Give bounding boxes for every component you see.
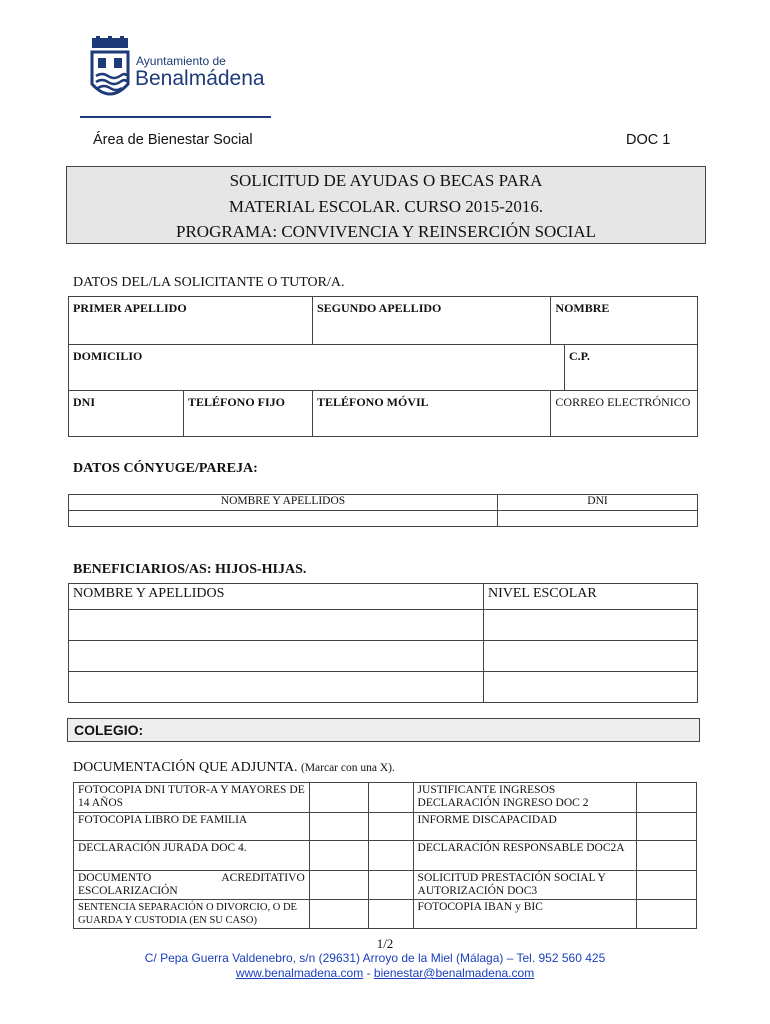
doc-label: DOC 1 bbox=[626, 132, 671, 148]
footer-links bbox=[0, 966, 770, 980]
documents-heading bbox=[73, 760, 395, 776]
beneficiary-name-input[interactable] bbox=[69, 610, 484, 641]
doc-item-right bbox=[413, 871, 637, 900]
page-number: 1/2 bbox=[376, 936, 394, 951]
title-line2: MATERIAL ESCOLAR. CURSO 2015-2016. bbox=[228, 196, 544, 216]
spouse-name-header bbox=[69, 495, 498, 511]
doc-checkbox[interactable] bbox=[637, 813, 697, 841]
beneficiary-name-input[interactable] bbox=[69, 641, 484, 672]
cp-cell[interactable] bbox=[565, 345, 698, 391]
applicant-table bbox=[68, 296, 698, 437]
doc-item-label: DOCUMENTO ACREDITATIVO ESCOLARIZACIÓN bbox=[78, 872, 305, 897]
beneficiary-level-input[interactable] bbox=[484, 672, 698, 703]
doc-item-left bbox=[74, 900, 310, 929]
domicilio-cell[interactable] bbox=[69, 345, 565, 391]
doc-item-left bbox=[74, 841, 310, 871]
doc-item-label: FOTOCOPIA IBAN y BIC bbox=[417, 901, 543, 913]
doc-item-label: SENTENCIA SEPARACIÓN O DIVORCIO, O DE GUARDA Y CUSTODIA (EN SU CASO) bbox=[78, 902, 297, 926]
doc-checkbox[interactable] bbox=[637, 783, 697, 813]
telefono-movil-cell[interactable] bbox=[313, 391, 551, 437]
school-box[interactable] bbox=[67, 718, 700, 742]
doc-item-label: SOLICITUD PRESTACIÓN SOCIAL Y AUTORIZACIÓN DOC3 bbox=[417, 872, 606, 897]
documents-table bbox=[73, 782, 697, 929]
spouse-name-label: NOMBRE Y APELLIDOS bbox=[220, 495, 346, 507]
beneficiary-name-input[interactable] bbox=[69, 672, 484, 703]
header-rule bbox=[80, 116, 271, 118]
beneficiary-level-input[interactable] bbox=[484, 610, 698, 641]
doc-gap bbox=[369, 813, 413, 841]
telefono-movil-label: TELÉFONO MÓVIL bbox=[317, 395, 429, 409]
doc-checkbox[interactable] bbox=[309, 813, 369, 841]
doc-item-right bbox=[413, 783, 637, 813]
spouse-dni-input[interactable] bbox=[498, 511, 698, 527]
footer-separator: - bbox=[366, 966, 371, 980]
doc-gap bbox=[369, 900, 413, 929]
segundo-apellido-cell[interactable] bbox=[313, 297, 551, 345]
logo-line2: Benalmádena bbox=[135, 67, 265, 90]
beneficiary-level-header bbox=[484, 584, 698, 610]
doc-item-label: JUSTIFICANTE INGRESOS DECLARACIÓN INGRESO DOC 2 bbox=[417, 784, 589, 809]
doc-checkbox[interactable] bbox=[309, 900, 369, 929]
doc-gap bbox=[369, 841, 413, 871]
doc-checkbox[interactable] bbox=[309, 783, 369, 813]
documents-heading-text: DOCUMENTACIÓN QUE ADJUNTA. bbox=[73, 760, 298, 775]
telefono-fijo-label: TELÉFONO FIJO bbox=[188, 395, 286, 409]
title-line3: PROGRAMA: CONVIVENCIA Y REINSERCIÓN SOCIAL bbox=[176, 222, 596, 241]
nombre-label: NOMBRE bbox=[555, 301, 610, 315]
logo bbox=[88, 36, 268, 106]
doc-checkbox[interactable] bbox=[309, 841, 369, 871]
doc-item-left bbox=[74, 783, 310, 813]
primer-apellido-cell[interactable] bbox=[69, 297, 313, 345]
doc-item-label: FOTOCOPIA DNI TUTOR-A Y MAYORES DE 14 AÑOS bbox=[78, 784, 305, 809]
applicant-heading: DATOS DEL/LA SOLICITANTE O TUTOR/A. bbox=[73, 275, 345, 290]
spouse-name-input[interactable] bbox=[69, 511, 498, 527]
spouse-dni-header bbox=[498, 495, 698, 511]
dni-cell[interactable] bbox=[69, 391, 184, 437]
table-row bbox=[69, 641, 698, 672]
doc-item-label: INFORME DISCAPACIDAD bbox=[417, 814, 557, 826]
beneficiaries-table bbox=[68, 583, 698, 703]
title-line1: SOLICITUD DE AYUDAS O BECAS PARA bbox=[229, 171, 543, 190]
logo-line1: Ayuntamiento de bbox=[136, 54, 226, 68]
primer-apellido-label: PRIMER APELLIDO bbox=[73, 301, 187, 315]
doc-item-label: DECLARACIÓN JURADA DOC 4. bbox=[78, 842, 247, 854]
nombre-cell[interactable] bbox=[551, 297, 698, 345]
school-label: COLEGIO: bbox=[74, 722, 144, 738]
coat-of-arms-icon bbox=[88, 36, 132, 104]
spouse-table bbox=[68, 494, 698, 527]
documents-note: (Marcar con una X). bbox=[300, 762, 395, 774]
correo-cell[interactable] bbox=[551, 391, 698, 437]
telefono-fijo-cell[interactable] bbox=[184, 391, 313, 437]
website-link[interactable]: www.benalmadena.com bbox=[235, 966, 364, 980]
doc-item-left bbox=[74, 871, 310, 900]
cp-label: C.P. bbox=[569, 349, 590, 363]
table-row bbox=[69, 672, 698, 703]
title-box bbox=[66, 166, 706, 244]
beneficiary-name-header bbox=[69, 584, 484, 610]
doc-checkbox[interactable] bbox=[637, 900, 697, 929]
email-link[interactable]: bienestar@benalmadena.com bbox=[373, 966, 535, 980]
doc-checkbox[interactable] bbox=[637, 841, 697, 871]
doc-item-right bbox=[413, 841, 637, 871]
segundo-apellido-label: SEGUNDO APELLIDO bbox=[317, 301, 442, 315]
correo-label: CORREO ELECTRÓNICO bbox=[555, 395, 691, 409]
doc-checkbox[interactable] bbox=[637, 871, 697, 900]
area-label: Área de Bienestar Social bbox=[93, 132, 253, 148]
doc-gap bbox=[369, 783, 413, 813]
spouse-dni-label: DNI bbox=[587, 495, 608, 507]
doc-item-right bbox=[413, 813, 637, 841]
beneficiary-name-label: NOMBRE Y APELLIDOS bbox=[73, 586, 225, 601]
beneficiary-level-input[interactable] bbox=[484, 641, 698, 672]
doc-item-label: FOTOCOPIA LIBRO DE FAMILIA bbox=[78, 814, 248, 826]
doc-checkbox[interactable] bbox=[309, 871, 369, 900]
domicilio-label: DOMICILIO bbox=[73, 349, 143, 363]
beneficiary-level-label: NIVEL ESCOLAR bbox=[488, 586, 597, 601]
doc-item-left bbox=[74, 813, 310, 841]
doc-gap bbox=[369, 871, 413, 900]
table-row bbox=[69, 610, 698, 641]
doc-item-right bbox=[413, 900, 637, 929]
beneficiaries-heading: BENEFICIARIOS/AS: HIJOS-HIJAS. bbox=[73, 562, 307, 577]
doc-item-label: DECLARACIÓN RESPONSABLE DOC2A bbox=[417, 842, 625, 854]
spouse-heading: DATOS CÓNYUGE/PAREJA: bbox=[73, 461, 258, 476]
footer-address: C/ Pepa Guerra Valdenebro, s/n (29631) Arroyo de la Miel (Málaga) – Tel. 952 560 425 bbox=[144, 951, 606, 965]
dni-label: DNI bbox=[73, 395, 96, 409]
